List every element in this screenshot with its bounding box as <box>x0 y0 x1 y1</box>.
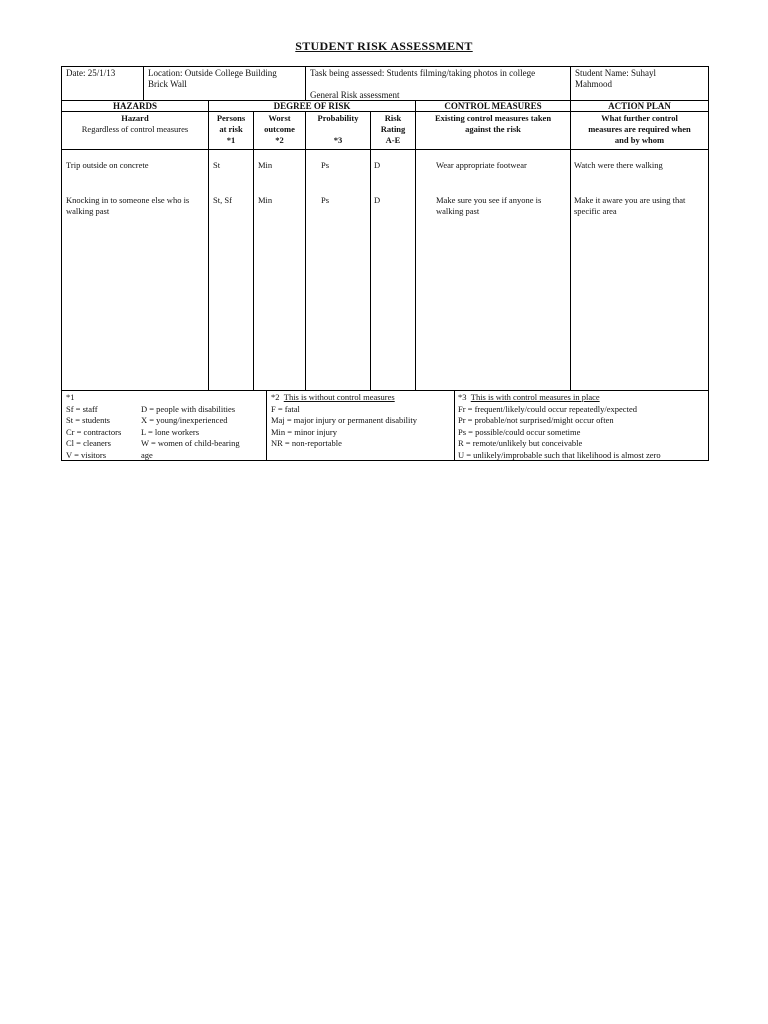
persons-cell: St, Sf <box>213 195 232 205</box>
existing-label-1: Existing control measures taken <box>434 113 552 123</box>
risk-rating-header <box>371 113 415 146</box>
persons-cell: St <box>213 160 221 170</box>
outcome-key-item: F = fatal <box>271 403 300 414</box>
persons-key-item: X = young/inexperienced <box>141 415 228 425</box>
general-risk-label: General Risk assessment <box>310 89 400 100</box>
student-name-line-2: Mahmood <box>575 78 612 89</box>
existing-control-cell: Wear appropriate footwear <box>436 160 527 170</box>
divider <box>253 111 254 391</box>
task-field <box>310 68 568 100</box>
further-label-1: What further control <box>601 113 678 123</box>
hazard-title: Hazard <box>121 113 149 123</box>
persons-key-item: Cl = cleaners <box>66 438 111 448</box>
risk-rating-cell: D <box>374 195 381 205</box>
outcome-key-marker: *2 <box>271 392 280 402</box>
divider <box>570 66 571 101</box>
worst-outcome-header <box>254 113 305 146</box>
persons-key-item: St = students <box>66 415 110 425</box>
persons-key-item: D = people with disabilities <box>141 403 236 414</box>
probability-key-item: R = remote/unlikely but conceivable <box>458 438 583 448</box>
persons-key-item: Sf = staff <box>66 403 98 414</box>
risk-label-1: Risk <box>384 113 402 123</box>
persons-key-title: *1 <box>66 392 75 402</box>
risk-label-3: A-E <box>385 135 401 145</box>
probability-key-item: Pr = probable/not surprised/might occur often <box>458 415 614 425</box>
page-title: STUDENT RISK ASSESSMENT <box>295 39 473 53</box>
divider <box>61 390 709 391</box>
outcome-key-item: Maj = major injury or permanent disability <box>271 415 417 425</box>
worst-label-2: outcome <box>264 124 295 134</box>
existing-controls-header <box>416 113 570 135</box>
hazard-cell: Knocking in to someone else who is walking past <box>66 195 190 216</box>
persons-key-item: L = lone workers <box>141 426 200 437</box>
persons-label-2: at risk <box>219 124 243 134</box>
further-label-2: measures are required when <box>588 124 691 134</box>
persons-key-item: W = women of child-bearing <box>141 438 240 448</box>
student-name-line-1: Student Name: Suhayl <box>575 68 656 78</box>
hazard-column-header <box>62 113 208 135</box>
outcome-key-heading: This is without control measures <box>283 392 395 402</box>
further-controls-header <box>571 113 708 146</box>
risk-rating-cell: D <box>374 160 381 170</box>
worst-outcome-cell: Min <box>258 160 273 170</box>
worst-label-1: Worst <box>268 113 291 123</box>
control-measures-header: CONTROL MEASURES <box>444 101 542 111</box>
probability-cell: Ps <box>321 160 330 170</box>
persons-key-item: age <box>141 449 153 460</box>
location-field <box>148 68 304 89</box>
degree-of-risk-header: DEGREE OF RISK <box>273 101 351 111</box>
probability-key-marker: *3 <box>458 392 467 402</box>
divider <box>266 390 267 461</box>
hazards-header: HAZARDS <box>112 101 157 111</box>
persons-key-item: Cr = contractors <box>66 426 122 437</box>
outcome-key-item: NR = non-reportable <box>271 438 342 448</box>
action-plan-cell: Make it aware you are using that specific area <box>574 195 686 216</box>
task-value: Task being assessed: Students filming/taking photos in college <box>310 68 536 78</box>
probability-cell: Ps <box>321 195 330 205</box>
divider <box>415 100 416 391</box>
location-line-1: Location: Outside College Building <box>148 68 277 78</box>
date-field <box>66 68 142 79</box>
persons-label-1: Persons <box>216 113 246 123</box>
divider <box>143 66 144 101</box>
date-value: Date: 25/1/13 <box>66 68 116 78</box>
probability-key-heading: This is with control measures in place <box>470 392 600 402</box>
divider <box>370 111 371 391</box>
divider <box>61 149 709 150</box>
location-line-2: Brick Wall <box>148 78 187 89</box>
action-plan-cell: Watch were there walking <box>574 160 663 170</box>
probability-key-item: Ps = possible/could occur sometime <box>458 426 581 437</box>
probability-key-item: Fr = frequent/likely/could occur repeatedly/expected <box>458 403 637 414</box>
risk-label-2: Rating <box>380 124 406 134</box>
persons-key-item: V = visitors <box>66 449 107 460</box>
existing-control-cell: Make sure you see if anyone is walking past <box>436 195 542 216</box>
persons-label-3: *1 <box>226 135 236 145</box>
table-border-top <box>61 66 709 67</box>
persons-at-risk-header <box>209 113 253 146</box>
divider <box>305 66 306 101</box>
outcome-key-item: Min = minor injury <box>271 426 337 437</box>
outcome-key-title <box>271 392 395 404</box>
divider <box>61 111 709 112</box>
probability-key-title <box>458 392 600 404</box>
divider <box>305 111 306 391</box>
existing-label-2: against the risk <box>465 124 521 134</box>
probability-key-item: U = unlikely/improbable such that likelihood is almost zero <box>458 449 661 460</box>
hazard-cell: Trip outside on concrete <box>66 160 149 170</box>
probability-label-1: Probability <box>317 113 359 123</box>
table-border-right <box>708 66 709 461</box>
hazard-note: Regardless of control measures <box>81 124 189 134</box>
student-name-field <box>575 68 707 89</box>
further-label-3: and by whom <box>614 135 665 145</box>
probability-label-3: *3 <box>333 135 343 145</box>
action-plan-header: ACTION PLAN <box>608 101 671 111</box>
probability-header <box>306 113 370 146</box>
worst-label-3: *2 <box>275 135 284 145</box>
worst-outcome-cell: Min <box>258 195 273 205</box>
divider <box>454 390 455 461</box>
